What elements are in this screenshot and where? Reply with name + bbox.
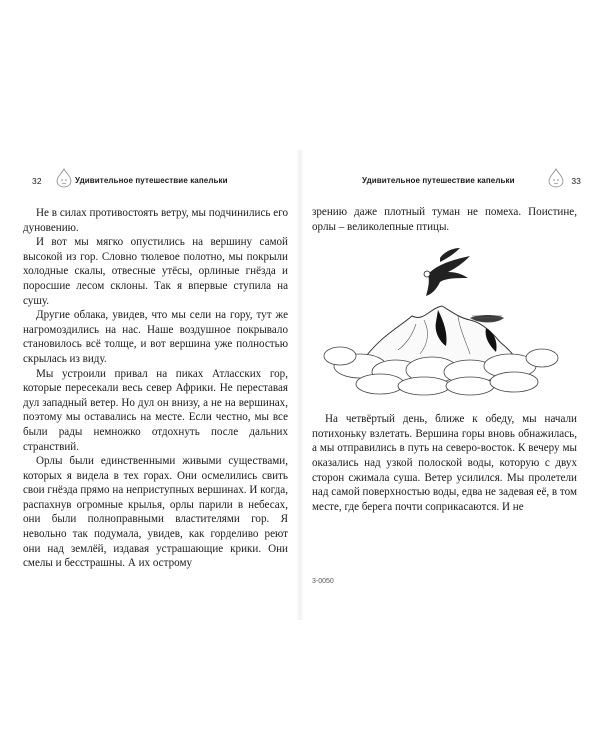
left-page	[23, 168, 288, 571]
paragraph-continuation: зрению даже плотный туман не помеха. Поистине, орлы – великолепные птицы.	[312, 206, 577, 233]
water-drop-character-icon	[545, 168, 567, 190]
eagle-mountain-illustration	[320, 246, 560, 396]
eagle-icon	[424, 248, 470, 296]
page-gutter	[296, 150, 304, 620]
right-page-number: 33	[571, 176, 581, 186]
paragraph: На четвёртый день, ближе к обеду, мы начали потихоньку взлетать. Вершина горы вновь обнажилась, а мы отправились в путь на северо-восток. К вечеру мы оказались над узкой полоской воды, которую с двух сторон сжимала суша. Ветер усилился. Мы пролетели над самой поверхностью воды, едва не задевая её, в том месте, где берега почти соприкасаются. И не	[312, 413, 577, 513]
paragraph: Другие облака, увидев, что мы сели на гору, тут же нагромоздились на нас. Наше воздушное покрывало становилось всё толще, и вот вершина уже полностью скрылась из виду.	[23, 309, 288, 365]
right-body-text	[312, 205, 577, 514]
paragraph: Не в силах противостоять ветру, мы подчинились его дуновению.	[23, 207, 288, 234]
right-page	[312, 168, 581, 585]
left-running-title: Удивительное путешествие капельки	[75, 176, 228, 185]
print-code: 3-0050	[312, 578, 334, 585]
paragraph: Орлы были единственными живыми существами, которых я видела в тех горах. Они осмелились свить свои гнёзда прямо на неприступных вершинах. И когда, распахнув огромные крылья, орлы парили в небесах, они были полноправными властителями гор. Я невольно так подумала, увидев, как горделиво реют они над землёй, издавая устрашающие крики. Они смелы и бесстрашны. А их острому	[23, 455, 288, 570]
water-drop-character-icon	[53, 168, 75, 190]
right-running-head	[312, 168, 581, 188]
paragraph: Мы устроили привал на пиках Атласских гор, которые пересекали весь север Африки. Не переставая дул западный ветер. Но дул он внизу, а не на вершинах, поэтому мы оставались на месте. Если честно, мы все были рады немножко отдохнуть после дальних странствий.	[23, 367, 288, 453]
left-body-text	[23, 206, 288, 571]
left-page-number: 32	[32, 176, 42, 186]
right-running-title: Удивительное путешествие капельки	[362, 176, 515, 185]
paragraph: И вот мы мягко опустились на вершину самой высокой из гор. Словно тюлевое полотно, мы покрыли холодные скалы, отвесные утёсы, орлиные гнёзда и поросшие лесом склоны. Так я впервые ступила на сушу.	[23, 236, 288, 307]
left-running-head	[23, 168, 288, 188]
